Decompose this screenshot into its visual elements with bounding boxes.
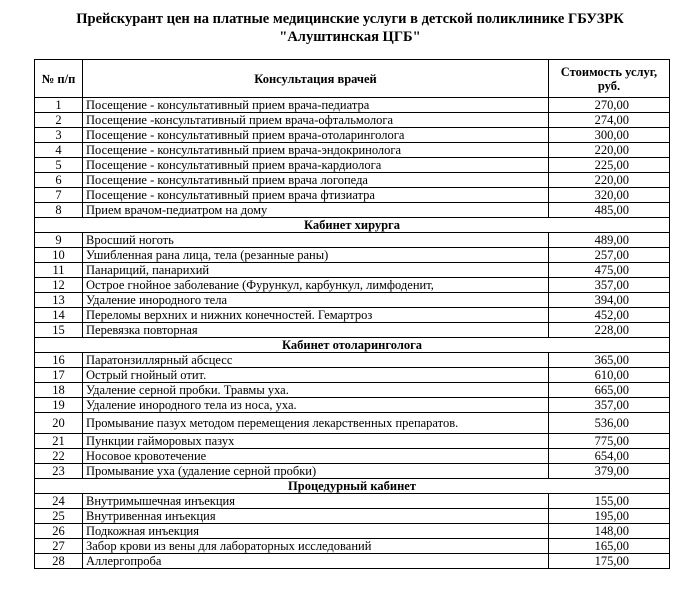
row-service: Посещение -консультативный прием врача-офтальмолога [83,113,549,128]
row-num: 22 [35,449,83,464]
row-num: 12 [35,278,83,293]
row-num: 3 [35,128,83,143]
row-num: 26 [35,524,83,539]
row-price: 274,00 [549,113,670,128]
row-service: Аллергопроба [83,554,549,569]
row-service: Посещение - консультативный прием врача-педиатра [83,98,549,113]
row-price: 394,00 [549,293,670,308]
row-price: 654,00 [549,449,670,464]
row-price: 300,00 [549,128,670,143]
row-num: 19 [35,398,83,413]
row-price: 228,00 [549,323,670,338]
row-num: 2 [35,113,83,128]
row-num: 16 [35,353,83,368]
row-price: 175,00 [549,554,670,569]
row-service: Промывание пазух методом перемещения лекарственных препаратов. [83,413,549,434]
row-service: Острое гнойное заболевание (Фурункул, карбункул, лимфоденит, [83,278,549,293]
row-service: Удаление инородного тела из носа, уха. [83,398,549,413]
row-service: Промывание уха (удаление серной пробки) [83,464,549,479]
document-title-line-2: "Алуштинская ЦГБ" [279,29,421,45]
row-service: Посещение - консультативный прием врача-кардиолога [83,158,549,173]
row-service: Забор крови из вены для лабораторных исследований [83,539,549,554]
table-row [35,524,670,539]
row-num: 23 [35,464,83,479]
row-num: 5 [35,158,83,173]
table-row [35,113,670,128]
section-title: Процедурный кабинет [35,479,670,494]
table-row [35,383,670,398]
column-header-price: Стоимость услуг, руб. [549,60,670,98]
section-title: Кабинет хирурга [35,218,670,233]
row-price: 257,00 [549,248,670,263]
row-num: 21 [35,434,83,449]
row-price: 665,00 [549,383,670,398]
table-row [35,233,670,248]
row-price: 485,00 [549,203,670,218]
row-service: Посещение - консультативный прием врача логопеда [83,173,549,188]
table-header-row [35,60,670,98]
row-num: 8 [35,203,83,218]
row-price: 225,00 [549,158,670,173]
row-service: Пункции гайморовых пазух [83,434,549,449]
row-service: Посещение - консультативный прием врача фтизиатра [83,188,549,203]
table-row [35,98,670,113]
row-num: 4 [35,143,83,158]
row-num: 14 [35,308,83,323]
row-num: 24 [35,494,83,509]
row-num: 15 [35,323,83,338]
table-row [35,353,670,368]
row-service: Внутримышечная инъекция [83,494,549,509]
table-row [35,143,670,158]
table-row [35,368,670,383]
row-price: 775,00 [549,434,670,449]
row-service: Посещение - консультативный прием врача-отоларинголога [83,128,549,143]
row-num: 7 [35,188,83,203]
table-row [35,449,670,464]
row-num: 1 [35,98,83,113]
table-row [35,509,670,524]
row-num: 13 [35,293,83,308]
row-price: 357,00 [549,398,670,413]
row-num: 9 [35,233,83,248]
column-header-service: Консультация врачей [83,60,549,98]
table-row [35,494,670,509]
row-num: 6 [35,173,83,188]
document-title-line-1: Прейскурант цен на платные медицинские услуги в детской поликлинике ГБУЗРК [76,11,624,27]
table-row [35,398,670,413]
row-service: Прием врачом-педиатром на дому [83,203,549,218]
row-service: Панариций, панарихий [83,263,549,278]
row-service: Острый гнойный отит. [83,368,549,383]
row-price: 148,00 [549,524,670,539]
row-num: 25 [35,509,83,524]
row-service: Удаление инородного тела [83,293,549,308]
row-price: 379,00 [549,464,670,479]
price-list-table [34,59,670,569]
row-price: 610,00 [549,368,670,383]
row-num: 11 [35,263,83,278]
row-price: 452,00 [549,308,670,323]
section-header-surgeon [35,218,670,233]
row-service: Перевязка повторная [83,323,549,338]
row-price: 270,00 [549,98,670,113]
row-price: 357,00 [549,278,670,293]
row-price: 165,00 [549,539,670,554]
table-row [35,248,670,263]
table-row [35,464,670,479]
table-row [35,413,670,434]
table-row [35,554,670,569]
row-price: 195,00 [549,509,670,524]
table-row [35,173,670,188]
row-service: Паратонзиллярный абсцесс [83,353,549,368]
row-num: 27 [35,539,83,554]
row-num: 28 [35,554,83,569]
table-row [35,158,670,173]
table-row [35,263,670,278]
row-service: Вросший ноготь [83,233,549,248]
row-price: 155,00 [549,494,670,509]
row-price: 536,00 [549,413,670,434]
row-service: Удаление серной пробки. Травмы уха. [83,383,549,398]
table-row [35,308,670,323]
row-price: 489,00 [549,233,670,248]
row-service: Подкожная инъекция [83,524,549,539]
section-title: Кабинет отоларинголога [35,338,670,353]
row-service: Переломы верхних и нижних конечностей. Гемартроз [83,308,549,323]
row-price: 365,00 [549,353,670,368]
table-row [35,434,670,449]
row-price: 220,00 [549,143,670,158]
table-row [35,539,670,554]
row-num: 17 [35,368,83,383]
row-price: 220,00 [549,173,670,188]
row-service: Ушибленная рана лица, тела (резанные раны) [83,248,549,263]
section-header-ent [35,338,670,353]
row-price: 320,00 [549,188,670,203]
table-row [35,203,670,218]
table-row [35,188,670,203]
row-num: 18 [35,383,83,398]
row-price: 475,00 [549,263,670,278]
row-service: Посещение - консультативный прием врача-эндокринолога [83,143,549,158]
row-num: 10 [35,248,83,263]
column-header-num: № п/п [35,60,83,98]
row-service: Внутривенная инъекция [83,509,549,524]
row-num: 20 [35,413,83,434]
table-row [35,278,670,293]
row-service: Носовое кровотечение [83,449,549,464]
table-row [35,323,670,338]
table-row [35,293,670,308]
section-header-procedure [35,479,670,494]
table-row [35,128,670,143]
